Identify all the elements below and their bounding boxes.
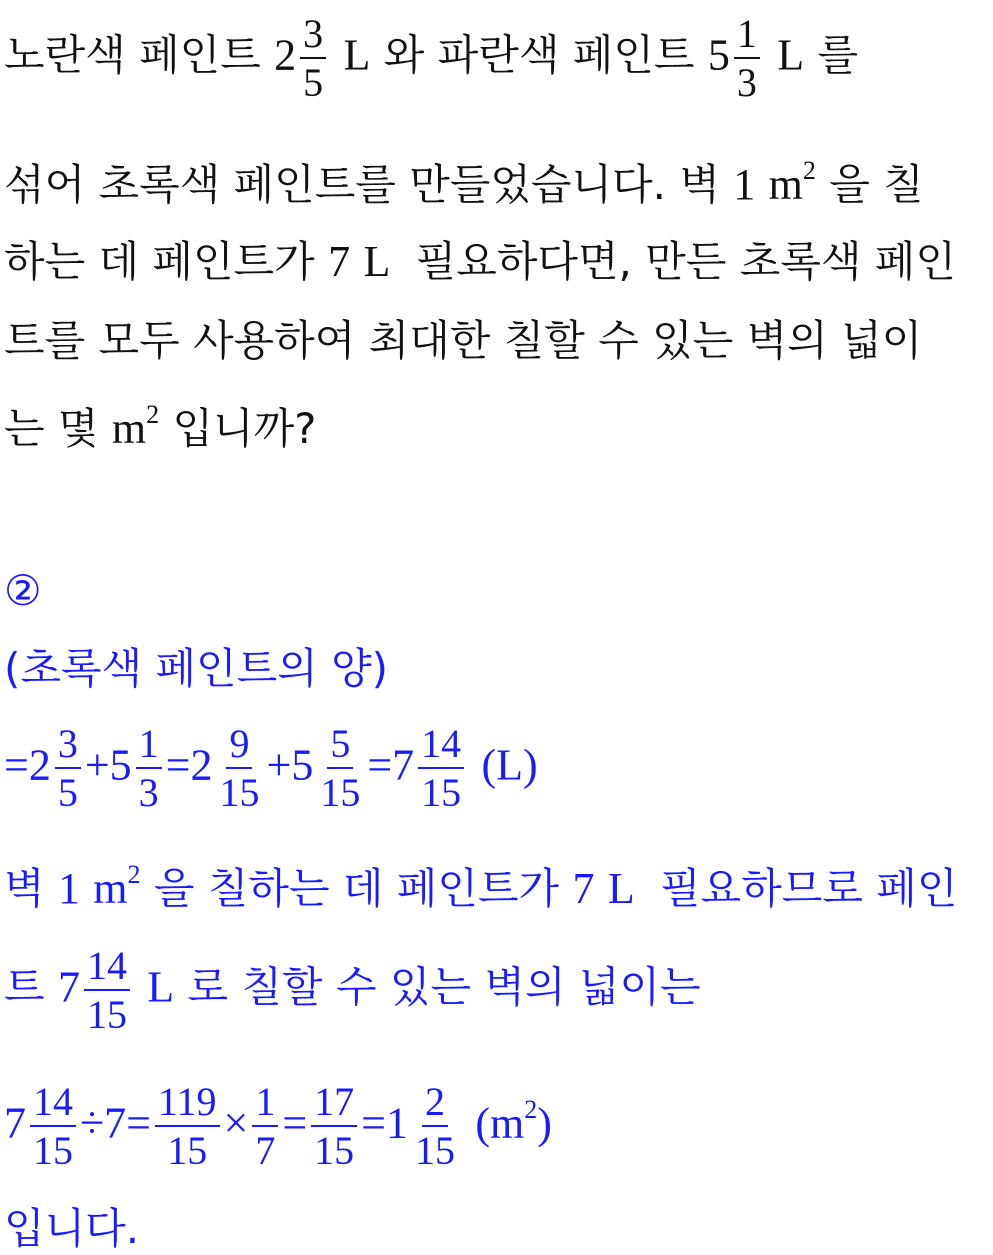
unit: m: [111, 404, 147, 453]
problem-line-4: [4, 316, 923, 365]
text: 트: [4, 962, 45, 1012]
text: 하는 데 페인트가: [4, 237, 315, 286]
whole-number: 7: [392, 740, 415, 790]
equals: =: [165, 740, 191, 790]
unit: m: [93, 864, 128, 913]
text: 트를 모두 사용하여 최대한 칠할 수 있는 벽의 넓이: [4, 316, 923, 365]
explanation-line-1: [4, 862, 957, 911]
answer-choice: [4, 566, 42, 615]
number: 7: [572, 864, 595, 913]
problem-line-1: [4, 12, 858, 104]
text: 벽: [4, 864, 45, 913]
equals: =: [367, 740, 393, 790]
number: 7: [328, 237, 351, 286]
fraction: $\frac{119}{15}$: [155, 1080, 220, 1172]
times: ×: [223, 1098, 249, 1148]
fraction: $\frac{2}{15}$: [414, 1079, 455, 1174]
number: 1: [733, 160, 756, 209]
text: 을 칠하는 데 페인트가: [153, 864, 560, 913]
whole-number: 2: [274, 30, 297, 80]
fraction: $\frac{14}{15}$: [30, 1080, 76, 1172]
whole-number: 7: [4, 1098, 26, 1148]
equals: =: [282, 1098, 308, 1148]
number: 7: [104, 1098, 127, 1148]
unit: L: [607, 864, 635, 913]
answer-end: [4, 1204, 140, 1253]
text: 와 파란색 페인트: [383, 30, 695, 80]
unit: L: [363, 237, 391, 286]
whole-number: 5: [109, 740, 132, 790]
superscript: 2: [127, 860, 141, 889]
text: 필요하므로 페인: [660, 864, 958, 913]
fraction: $\frac{3}{5}$: [300, 12, 326, 104]
text: 를: [817, 30, 859, 80]
fraction: $\frac{1}{3}$: [136, 722, 162, 814]
unit: L: [343, 30, 371, 80]
unit: m: [768, 160, 803, 209]
superscript: 2: [146, 400, 160, 429]
whole-number: 5: [707, 30, 730, 80]
text: (초록색 페인트의 양): [4, 644, 389, 693]
fraction: $\frac{9}{15}$: [219, 721, 260, 816]
unit: L: [777, 30, 805, 80]
plus: +: [266, 740, 292, 790]
text: 입니다.: [4, 1204, 140, 1253]
choice-number: ②: [4, 566, 42, 615]
number: 1: [57, 864, 80, 913]
explanation-line-2: [4, 944, 701, 1036]
whole-number: 2: [28, 740, 51, 790]
fraction: $\frac{17}{15}$: [311, 1080, 357, 1172]
problem-line-3: [4, 237, 956, 286]
problem-line-5: [4, 402, 316, 451]
fraction: $\frac{5}{15}$: [320, 721, 361, 816]
problem-line-2: [4, 158, 924, 207]
plus: +: [84, 740, 110, 790]
equals: =: [361, 1098, 386, 1148]
equals: =: [4, 740, 29, 790]
calc-line-2: [4, 1080, 552, 1172]
fraction: $\frac{1}{3}$: [734, 12, 760, 104]
text: 입니까?: [172, 404, 317, 453]
whole-number: 1: [385, 1098, 408, 1148]
text: 는 몇: [4, 404, 99, 453]
fraction: $\frac{14}{15}$: [418, 722, 464, 814]
unit: L: [147, 962, 175, 1012]
equals: =: [126, 1098, 151, 1148]
answer-label: [4, 644, 389, 693]
fraction: $\frac{3}{5}$: [55, 722, 81, 814]
calc-line-1: [4, 722, 538, 814]
unit: $(m^2)$: [475, 1094, 552, 1148]
text: 노란색 페인트: [4, 30, 261, 80]
text: 을 칠: [829, 160, 924, 209]
text: 로 칠할 수 있는 벽의 넓이는: [187, 962, 701, 1012]
superscript: 2: [802, 156, 816, 185]
whole-number: 2: [190, 740, 213, 790]
fraction: $\frac{1}{7}$: [252, 1080, 278, 1172]
text: 필요하다면, 만든 초록색 페인: [415, 237, 956, 286]
whole-number: 7: [57, 962, 80, 1012]
unit: (L): [481, 740, 538, 790]
divide: ÷: [80, 1098, 105, 1148]
text: 섞어 초록색 페인트를 만들었습니다. 벽: [4, 160, 720, 209]
whole-number: 5: [291, 740, 314, 790]
fraction: $\frac{14}{15}$: [84, 944, 130, 1036]
